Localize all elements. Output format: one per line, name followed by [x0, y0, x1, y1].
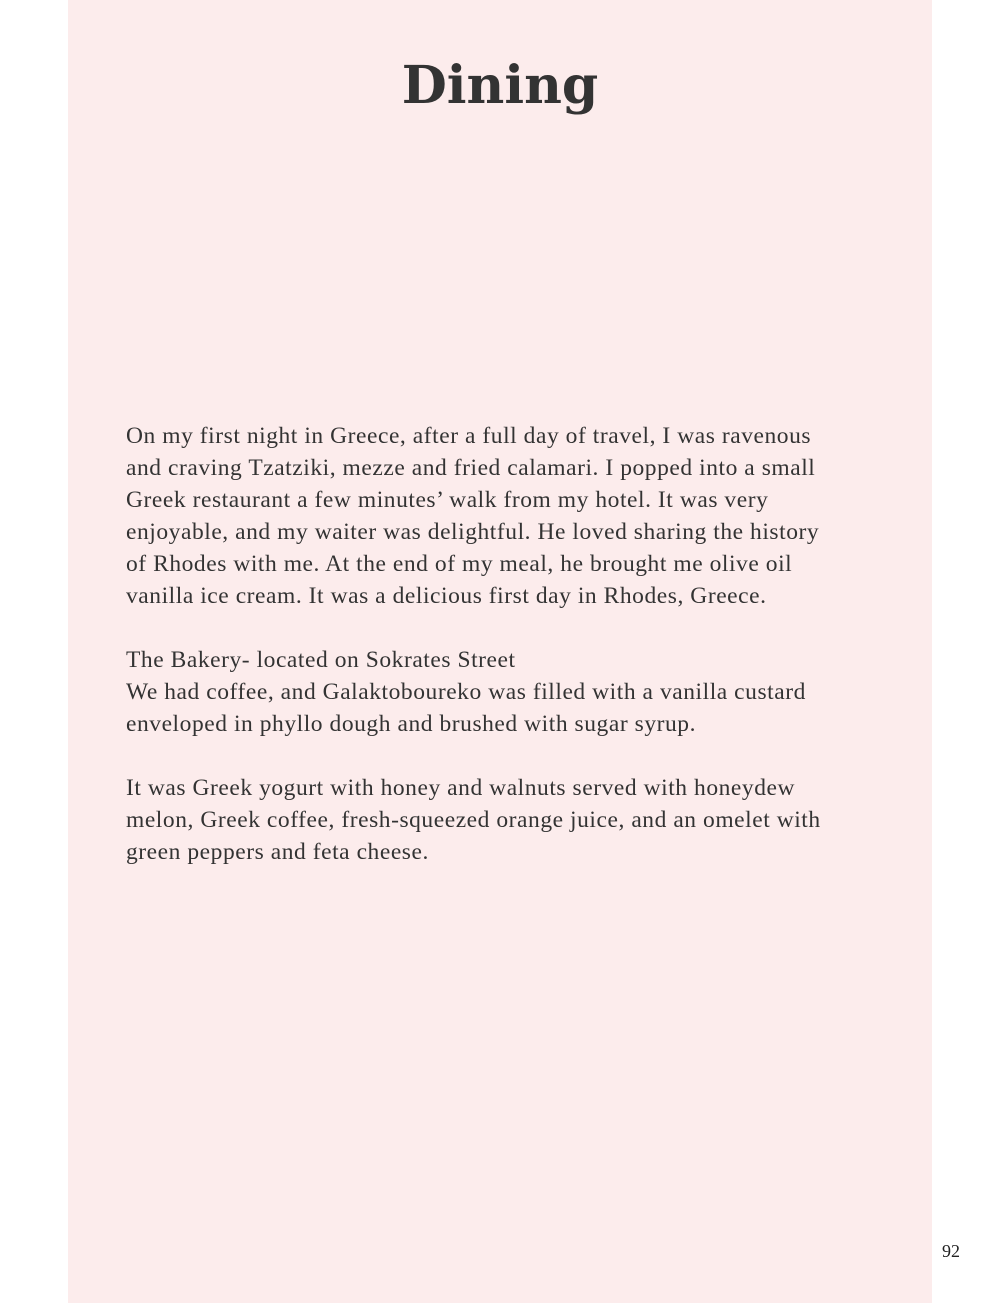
- page-title: Dining: [401, 55, 599, 116]
- body-text: [126, 420, 906, 868]
- paragraph-first-night: On my first night in Greece, after a full day of travel, I was ravenous and craving Tzatziki, mezze and fried calamari. I popped into a small Greek restaurant a few minutes’ walk from my hotel. It was very enjoyable, and my waiter was delightful. He loved sharing the history of Rhodes with me. At the end of my meal, he brought me olive oil vanilla ice cream. It was a delicious first day in Rhodes, Greece.: [126, 423, 820, 609]
- paragraph-breakfast: It was Greek yogurt with honey and walnuts served with honeydew melon, Greek coffee, fresh-squeezed orange juice, and an omelet with green peppers and feta cheese.: [126, 775, 821, 865]
- paragraph-bakery: The Bakery- located on Sokrates Street We had coffee, and Galaktoboureko was filled with a vanilla custard enveloped in phyllo dough and brushed with sugar syrup.: [126, 647, 806, 737]
- page-number: 92: [942, 1241, 960, 1261]
